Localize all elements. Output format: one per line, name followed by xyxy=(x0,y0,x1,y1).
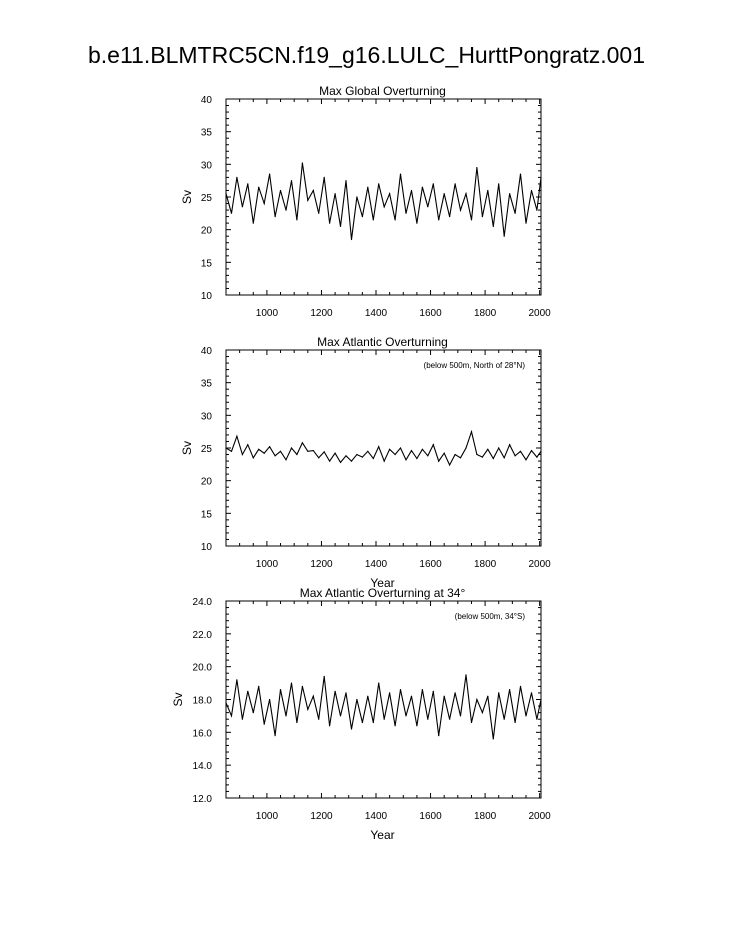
series-line xyxy=(226,432,541,465)
y-tick-label: 40 xyxy=(200,95,212,106)
x-tick-label: 1800 xyxy=(473,559,497,570)
data-point xyxy=(460,457,461,458)
data-point xyxy=(329,223,330,224)
data-point xyxy=(525,459,526,460)
data-point xyxy=(329,461,330,462)
x-tick-label: 1000 xyxy=(255,308,279,319)
x-tick-label: 1400 xyxy=(364,811,388,822)
data-point xyxy=(313,190,314,191)
x-tick-label: 2000 xyxy=(528,811,551,822)
data-point xyxy=(285,459,286,460)
data-point xyxy=(296,722,297,723)
data-point xyxy=(225,702,226,703)
data-point xyxy=(531,190,532,191)
y-axis-label: Sv xyxy=(180,189,194,205)
panel-subtitle: (below 500m, North of 28°N) xyxy=(423,361,525,370)
data-point xyxy=(438,219,439,220)
data-point xyxy=(395,219,396,220)
y-axis-label: Sv xyxy=(180,440,194,456)
y-tick-label: 35 xyxy=(200,127,212,139)
data-point xyxy=(504,236,505,237)
data-point xyxy=(225,193,226,194)
data-point xyxy=(433,444,434,445)
data-point xyxy=(471,722,472,723)
data-point xyxy=(493,458,494,459)
data-point xyxy=(536,719,537,720)
data-point xyxy=(231,451,232,452)
data-point xyxy=(313,450,314,451)
data-point xyxy=(411,696,412,697)
data-point xyxy=(405,213,406,214)
panel-subtitle: (below 500m, 34°S) xyxy=(454,612,525,621)
data-point xyxy=(356,699,357,700)
data-point xyxy=(476,454,477,455)
data-point xyxy=(405,715,406,716)
data-point xyxy=(384,461,385,462)
data-point xyxy=(258,449,259,450)
data-point xyxy=(471,219,472,220)
data-point xyxy=(444,453,445,454)
data-point xyxy=(465,674,466,675)
data-point xyxy=(356,454,357,455)
x-tick-label: 2000 xyxy=(528,559,551,570)
data-point xyxy=(465,193,466,194)
data-point xyxy=(487,696,488,697)
data-point xyxy=(515,455,516,456)
data-point xyxy=(460,210,461,211)
data-point xyxy=(291,447,292,448)
data-point xyxy=(236,679,237,680)
data-point xyxy=(329,725,330,726)
plot-frame xyxy=(226,99,541,295)
data-point xyxy=(351,728,352,729)
data-point xyxy=(269,446,270,447)
data-point xyxy=(362,722,363,723)
data-point xyxy=(493,738,494,739)
data-point xyxy=(313,696,314,697)
data-point xyxy=(318,213,319,214)
panel-atlantic-overturning-34 xyxy=(171,586,551,842)
data-point xyxy=(275,455,276,456)
data-point xyxy=(253,457,254,458)
y-tick-label: 10 xyxy=(200,291,212,302)
x-tick-label: 1600 xyxy=(419,559,442,570)
data-point xyxy=(302,442,303,443)
y-tick-label: 40 xyxy=(200,346,212,357)
data-point xyxy=(433,183,434,184)
data-point xyxy=(373,219,374,220)
data-point xyxy=(515,213,516,214)
data-point xyxy=(264,453,265,454)
data-point xyxy=(389,692,390,693)
x-tick-label: 1400 xyxy=(364,559,388,570)
data-point xyxy=(335,453,336,454)
data-point xyxy=(335,691,336,692)
data-point xyxy=(362,216,363,217)
data-point xyxy=(247,183,248,184)
y-tick-label: 24.0 xyxy=(192,597,212,608)
data-point xyxy=(345,180,346,181)
x-axis-label: Year xyxy=(370,576,395,590)
data-point xyxy=(400,689,401,690)
x-tick-label: 1600 xyxy=(419,308,442,319)
plot-frame xyxy=(226,601,541,798)
data-point xyxy=(318,457,319,458)
page-title: b.e11.BLMTRC5CN.f19_g16.LULC_HurttPongratz.001 xyxy=(88,42,645,68)
data-point xyxy=(296,454,297,455)
data-point xyxy=(438,461,439,462)
data-point xyxy=(422,187,423,188)
data-point xyxy=(340,462,341,463)
data-point xyxy=(455,454,456,455)
y-tick-label: 14.0 xyxy=(192,761,212,773)
data-point xyxy=(498,692,499,693)
x-tick-label: 1400 xyxy=(364,308,388,319)
x-tick-label: 1200 xyxy=(310,811,333,822)
data-point xyxy=(269,174,270,175)
x-tick-label: 1200 xyxy=(310,559,333,570)
data-point xyxy=(340,715,341,716)
data-point xyxy=(536,457,537,458)
y-tick-label: 35 xyxy=(200,378,212,390)
y-tick-label: 15 xyxy=(200,509,212,521)
data-point xyxy=(378,183,379,184)
data-point xyxy=(449,719,450,720)
data-point xyxy=(384,206,385,207)
data-point xyxy=(536,210,537,211)
data-point xyxy=(362,457,363,458)
data-point xyxy=(302,686,303,687)
data-point xyxy=(493,226,494,227)
data-point xyxy=(395,725,396,726)
x-tick-label: 1800 xyxy=(473,811,497,822)
data-point xyxy=(280,689,281,690)
plot-frame xyxy=(226,350,541,546)
y-tick-label: 30 xyxy=(200,160,212,172)
x-tick-label: 1800 xyxy=(473,308,497,319)
y-tick-label: 16.0 xyxy=(192,728,212,740)
data-point xyxy=(405,459,406,460)
data-point xyxy=(324,451,325,452)
series-line xyxy=(226,675,541,739)
data-point xyxy=(307,451,308,452)
data-point xyxy=(482,216,483,217)
data-point xyxy=(285,210,286,211)
data-point xyxy=(476,699,477,700)
data-point xyxy=(498,183,499,184)
data-point xyxy=(324,676,325,677)
data-point xyxy=(427,206,428,207)
panel-title: Max Atlantic Overturning xyxy=(317,335,448,349)
data-point xyxy=(411,450,412,451)
data-point xyxy=(389,449,390,450)
data-point xyxy=(482,457,483,458)
data-point xyxy=(324,177,325,178)
panel-global-overturning xyxy=(180,84,551,319)
y-tick-label: 10 xyxy=(200,542,212,553)
data-point xyxy=(345,692,346,693)
data-point xyxy=(509,193,510,194)
data-point xyxy=(307,200,308,201)
data-point xyxy=(416,458,417,459)
y-tick-label: 20 xyxy=(200,225,212,237)
data-point xyxy=(449,216,450,217)
data-point xyxy=(253,223,254,224)
data-point xyxy=(487,449,488,450)
x-tick-label: 2000 xyxy=(528,308,551,319)
data-point xyxy=(335,193,336,194)
data-point xyxy=(318,719,319,720)
data-point xyxy=(258,686,259,687)
y-tick-label: 25 xyxy=(200,193,212,204)
data-point xyxy=(422,689,423,690)
x-axis-label: Year xyxy=(370,828,395,842)
data-point xyxy=(280,190,281,191)
data-point xyxy=(373,722,374,723)
data-point xyxy=(373,458,374,459)
data-point xyxy=(520,686,521,687)
data-point xyxy=(416,223,417,224)
y-tick-label: 22.0 xyxy=(192,629,212,641)
y-tick-label: 12.0 xyxy=(192,794,212,805)
panel-title: Max Global Overturning xyxy=(319,84,446,98)
data-point xyxy=(291,180,292,181)
data-point xyxy=(504,719,505,720)
y-tick-label: 30 xyxy=(200,411,212,423)
data-point xyxy=(416,725,417,726)
data-point xyxy=(264,724,265,725)
data-point xyxy=(465,447,466,448)
data-point xyxy=(269,699,270,700)
data-point xyxy=(231,213,232,214)
data-point xyxy=(247,691,248,692)
data-point xyxy=(455,183,456,184)
data-point xyxy=(242,719,243,720)
data-point xyxy=(296,219,297,220)
y-tick-label: 18.0 xyxy=(192,695,212,707)
x-tick-label: 1200 xyxy=(310,308,333,319)
x-tick-label: 1000 xyxy=(255,811,279,822)
y-tick-label: 25 xyxy=(200,444,212,455)
data-point xyxy=(280,451,281,452)
series-line xyxy=(226,163,541,240)
data-point xyxy=(367,696,368,697)
data-point xyxy=(395,454,396,455)
data-point xyxy=(275,216,276,217)
data-point xyxy=(482,712,483,713)
data-point xyxy=(427,455,428,456)
data-point xyxy=(236,436,237,437)
y-tick-label: 20 xyxy=(200,476,212,488)
data-point xyxy=(540,699,541,700)
data-point xyxy=(378,683,379,684)
data-point xyxy=(422,449,423,450)
data-point xyxy=(384,719,385,720)
data-point xyxy=(520,451,521,452)
data-point xyxy=(367,451,368,452)
data-point xyxy=(275,735,276,736)
data-point xyxy=(291,683,292,684)
data-point xyxy=(509,444,510,445)
data-point xyxy=(367,187,368,188)
data-point xyxy=(231,715,232,716)
data-point xyxy=(427,719,428,720)
data-point xyxy=(340,226,341,227)
data-point xyxy=(400,447,401,448)
panel-atlantic-overturning xyxy=(180,335,551,590)
data-point xyxy=(242,454,243,455)
data-point xyxy=(515,722,516,723)
x-tick-label: 1600 xyxy=(419,811,442,822)
data-point xyxy=(504,457,505,458)
data-point xyxy=(389,193,390,194)
x-tick-label: 1000 xyxy=(255,559,279,570)
data-point xyxy=(351,461,352,462)
data-point xyxy=(378,446,379,447)
data-point xyxy=(531,692,532,693)
data-point xyxy=(498,447,499,448)
data-point xyxy=(242,206,243,207)
data-point xyxy=(476,167,477,168)
data-point xyxy=(307,709,308,710)
data-point xyxy=(345,455,346,456)
data-point xyxy=(302,162,303,163)
data-point xyxy=(438,735,439,736)
data-point xyxy=(444,696,445,697)
data-point xyxy=(225,447,226,448)
panel-title: Max Atlantic Overturning at 34° xyxy=(299,586,466,600)
data-point xyxy=(400,174,401,175)
data-point xyxy=(356,196,357,197)
data-point xyxy=(531,450,532,451)
data-point xyxy=(411,190,412,191)
data-point xyxy=(236,177,237,178)
data-point xyxy=(540,451,541,452)
data-point xyxy=(258,187,259,188)
data-point xyxy=(449,464,450,465)
data-point xyxy=(540,177,541,178)
data-point xyxy=(487,190,488,191)
data-point xyxy=(520,174,521,175)
data-point xyxy=(525,223,526,224)
y-tick-label: 20.0 xyxy=(192,662,212,674)
data-point xyxy=(455,692,456,693)
data-point xyxy=(471,431,472,432)
y-axis-label: Sv xyxy=(171,692,185,707)
data-point xyxy=(285,715,286,716)
data-point xyxy=(460,715,461,716)
data-point xyxy=(525,715,526,716)
data-point xyxy=(264,203,265,204)
data-point xyxy=(509,689,510,690)
data-point xyxy=(253,712,254,713)
y-tick-label: 15 xyxy=(200,258,212,270)
data-point xyxy=(247,444,248,445)
data-point xyxy=(433,691,434,692)
data-point xyxy=(444,193,445,194)
data-point xyxy=(351,239,352,240)
